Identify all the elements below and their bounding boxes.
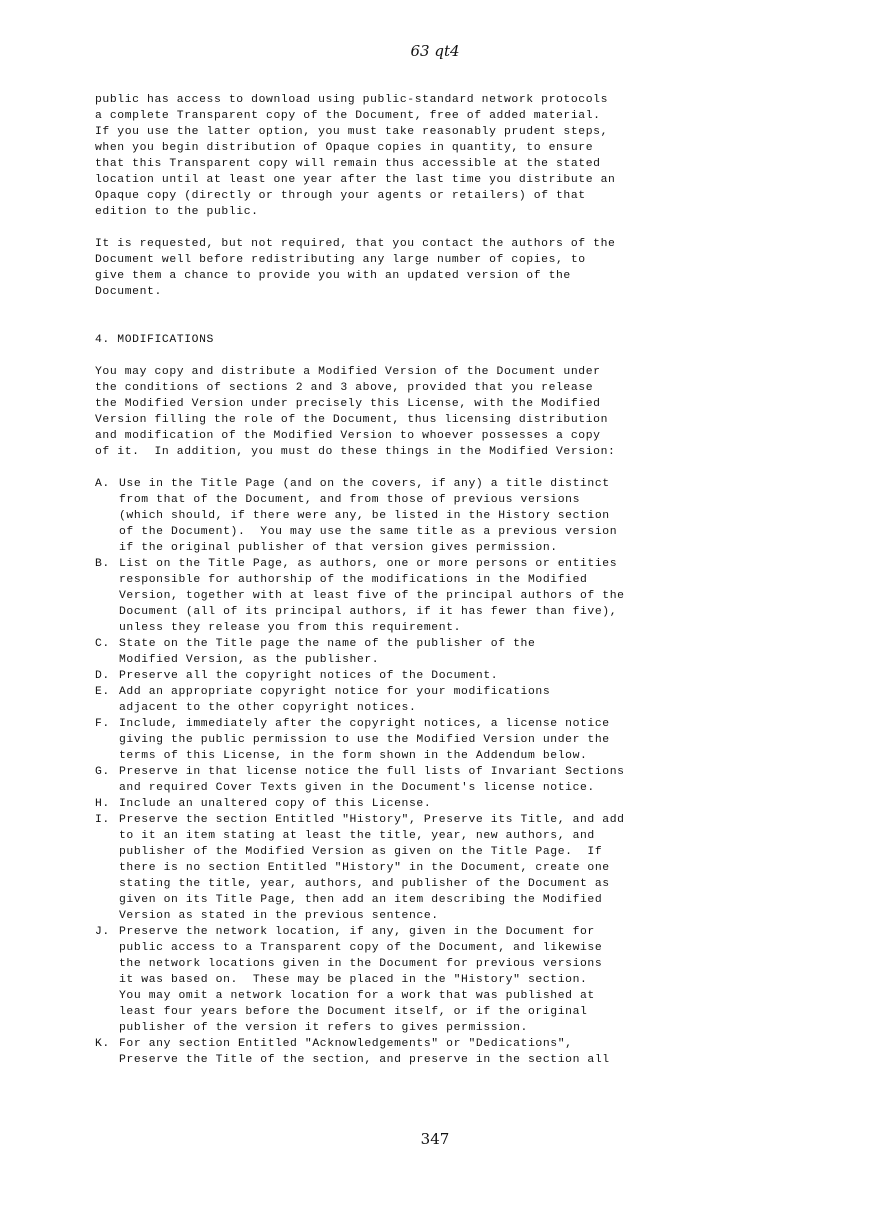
list-item-text: Preserve the network location, if any, given in the Document for public access to a Transparent copy of the Document, and likewise the network locations given in the Document for previous versions it was based on. These may be placed in the "History" section. You may omit a network location for a work that was published at least four years before the Document itself, or if the original publisher of the version it refers to gives permission. [119, 926, 603, 1034]
list-item-text: List on the Title Page, as authors, one or more persons or entities responsible for authorship of the modifications in the Modified Version, together with at least five of the principal authors of the Document (all of its principal authors, if it has fewer than five), unless they release you from this requirement. [119, 558, 625, 634]
list-item-k [95, 1036, 795, 1068]
list-item-letter: J. [95, 926, 110, 938]
section-intro: You may copy and distribute a Modified Version of the Document under the conditions of sections 2 and 3 above, provided that you release the Modified Version under precisely this License, with the Modified Version filling the role of the Document, thus licensing distribution and modification of the Modified Version to whoever possesses a copy of it. In addition, you must do these things in the Modified Version: [95, 366, 616, 458]
list-item-a [95, 476, 795, 556]
list-item-letter: C. [95, 638, 110, 650]
list-item-letter: A. [95, 478, 110, 490]
list-item-h [95, 796, 795, 812]
list-item-j [95, 924, 795, 1036]
list-item-text: Use in the Title Page (and on the covers, if any) a title distinct from that of the Document, and from those of previous versions (which should, if there were any, be listed in the History section of the Document). You may use the same title as a previous version if the original publisher of that version gives permission. [119, 478, 618, 554]
list-item-letter: B. [95, 558, 110, 570]
list-item-letter: K. [95, 1038, 110, 1050]
list-item-g [95, 764, 795, 796]
list-item-d [95, 668, 795, 684]
page-content [95, 92, 795, 1068]
list-item-letter: E. [95, 686, 110, 698]
page-number: 347 [420, 1130, 450, 1148]
list-item-text: State on the Title page the name of the publisher of the Modified Version, as the publisher. [119, 638, 536, 666]
list-item-i [95, 812, 795, 924]
paragraph-contact-authors: It is requested, but not required, that you contact the authors of the Document well before redistributing any large number of copies, to give them a chance to provide you with an updated version of the Document. [95, 238, 616, 298]
list-item-text: Preserve in that license notice the full lists of Invariant Sections and required Cover Texts given in the Document's license notice. [119, 766, 625, 794]
modification-list [95, 476, 795, 1068]
list-item-f [95, 716, 795, 764]
list-item-text: Preserve the section Entitled "History", Preserve its Title, and add to it an item stating at least the title, year, new authors, and publisher of the Modified Version as given on the Title Page. If there is no section Entitled "History" in the Document, create one stating the title, year, authors, and publisher of the Document as given on its Title Page, then add an item describing the Modified Version as stated in the previous sentence. [119, 814, 625, 922]
section-heading: 4. MODIFICATIONS [95, 334, 214, 346]
paragraph-transparent-copy: public has access to download using public-standard network protocols a complete Transparent copy of the Document, free of added material. If you use the latter option, you must take reasonably prudent steps, when you begin distribution of Opaque copies in quantity, to ensure that this Transparent copy will remain thus accessible at the stated location until at least one year after the last time you distribute an Opaque copy (directly or through your agents or retailers) of that edition to the public. [95, 94, 616, 218]
list-item-letter: G. [95, 766, 110, 778]
list-item-text: For any section Entitled "Acknowledgements" or "Dedications", Preserve the Title of the section, and preserve in the section all [119, 1038, 610, 1066]
list-item-letter: F. [95, 718, 110, 730]
list-item-text: Preserve all the copyright notices of the Document. [119, 670, 499, 682]
list-item-c [95, 636, 795, 668]
list-item-text: Include, immediately after the copyright notices, a license notice giving the public permission to use the Modified Version under the terms of this License, in the form shown in the Addendum below. [119, 718, 610, 762]
list-item-letter: D. [95, 670, 110, 682]
list-item-letter: I. [95, 814, 110, 826]
list-item-text: Add an appropriate copyright notice for your modifications adjacent to the other copyright notices. [119, 686, 551, 714]
list-item-text: Include an unaltered copy of this License. [119, 798, 432, 810]
running-header: 63 qt4 [410, 42, 460, 60]
list-item-e [95, 684, 795, 716]
list-item-b [95, 556, 795, 636]
list-item-letter: H. [95, 798, 110, 810]
